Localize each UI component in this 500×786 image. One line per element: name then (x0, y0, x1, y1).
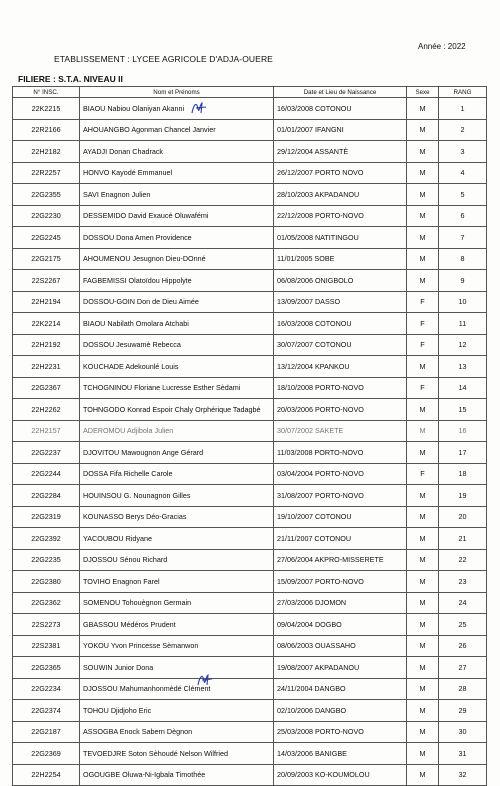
cell-sexe: M (407, 270, 439, 292)
cell-insc: 22K2215 (13, 98, 80, 120)
cell-insc: 22H2192 (13, 334, 80, 356)
col-header-insc: N° INSC. (13, 87, 80, 98)
table-row (13, 571, 487, 593)
table-row (13, 420, 487, 442)
cell-date: 08/06/2003 OUASSAHO (274, 635, 407, 657)
cell-rang: 15 (439, 399, 487, 421)
cell-date: 24/11/2004 DANGBO (274, 678, 407, 700)
cell-date: 01/01/2007 IFANGNI (274, 119, 407, 141)
cell-rang: 28 (439, 678, 487, 700)
cell-rang: 9 (439, 270, 487, 292)
cell-sexe: M (407, 528, 439, 550)
cell-date: 27/06/2004 AKPRO-MISSERETE (274, 549, 407, 571)
table-row (13, 485, 487, 507)
cell-insc: 22G2374 (13, 700, 80, 722)
table-row (13, 184, 487, 206)
cell-nom: TOHOU Djidjoho Eric (80, 700, 274, 722)
cell-rang: 10 (439, 291, 487, 313)
cell-nom: DOSSOU-GOIN Don de Dieu Aimée (80, 291, 274, 313)
cell-sexe: M (407, 399, 439, 421)
cell-sexe: M (407, 743, 439, 765)
cell-sexe: M (407, 764, 439, 786)
cell-sexe: M (407, 592, 439, 614)
cell-insc: 22H2254 (13, 764, 80, 786)
cell-nom: FAGBEMISSI Olatoïdou Hippolyte (80, 270, 274, 292)
cell-rang: 20 (439, 506, 487, 528)
cell-insc: 22G2319 (13, 506, 80, 528)
cell-nom: ASSOGBA Enock Sabern Dègnon (80, 721, 274, 743)
cell-sexe: M (407, 485, 439, 507)
cell-nom: BIAOU Nabiou Olaniyan Akanni (80, 98, 274, 120)
cell-sexe: M (407, 721, 439, 743)
cell-rang: 7 (439, 227, 487, 249)
cell-nom: YOKOU Yvon Princesse Sèmanwon (80, 635, 274, 657)
cell-nom: DJOSSOU Mahumanhonmèdé Clément (80, 678, 274, 700)
cell-nom: AYADJI Donan Chadrack (80, 141, 274, 163)
table-row (13, 592, 487, 614)
signature-mark (190, 100, 208, 116)
cell-nom: TEVOEDJRE Soton Sèhoudé Nelson Wilfried (80, 743, 274, 765)
cell-sexe: F (407, 377, 439, 399)
cell-insc: 22R2257 (13, 162, 80, 184)
col-header-nom: Nom et Prénoms (80, 87, 274, 98)
cell-rang: 22 (439, 549, 487, 571)
cell-date: 20/09/2003 KO-KOUMOLOU (274, 764, 407, 786)
cell-date: 06/08/2006 ONIGBOLO (274, 270, 407, 292)
table-row (13, 721, 487, 743)
cell-rang: 5 (439, 184, 487, 206)
table-row (13, 657, 487, 679)
table-row (13, 98, 487, 120)
cell-sexe: M (407, 678, 439, 700)
cell-nom: SOUWIN Junior Dona (80, 657, 274, 679)
cell-sexe: M (407, 205, 439, 227)
students-table (12, 86, 487, 786)
cell-date: 09/04/2004 DOGBO (274, 614, 407, 636)
cell-sexe: F (407, 313, 439, 335)
cell-insc: 22G2392 (13, 528, 80, 550)
col-header-sexe: Sexe (407, 87, 439, 98)
cell-rang: 2 (439, 119, 487, 141)
cell-sexe: M (407, 119, 439, 141)
cell-date: 22/12/2008 PORTO-NOVO (274, 205, 407, 227)
cell-date: 11/03/2008 PORTO-NOVO (274, 442, 407, 464)
cell-date: 31/08/2007 PORTO-NOVO (274, 485, 407, 507)
cell-nom: YACOUBOU Ridyane (80, 528, 274, 550)
cell-date: 19/08/2007 AKPADANOU (274, 657, 407, 679)
cell-insc: 22S2273 (13, 614, 80, 636)
cell-date: 18/10/2008 PORTO-NOVO (274, 377, 407, 399)
cell-insc: 22H2262 (13, 399, 80, 421)
cell-insc: 22S2267 (13, 270, 80, 292)
cell-rang: 17 (439, 442, 487, 464)
cell-date: 19/10/2007 COTONOU (274, 506, 407, 528)
cell-sexe: M (407, 657, 439, 679)
table-row (13, 678, 487, 700)
cell-date: 13/09/2007 DASSO (274, 291, 407, 313)
cell-sexe: M (407, 98, 439, 120)
table-row (13, 743, 487, 765)
table-row (13, 141, 487, 163)
cell-rang: 12 (439, 334, 487, 356)
cell-date: 16/03/2008 COTONOU (274, 98, 407, 120)
cell-sexe: M (407, 549, 439, 571)
year-label: Année : 2022 (418, 42, 466, 51)
table-row (13, 528, 487, 550)
cell-nom: SAVI Enagnon Julien (80, 184, 274, 206)
table-row (13, 227, 487, 249)
cell-insc: 22S2381 (13, 635, 80, 657)
cell-nom: TOHNGODO Konrad Espoir Chaly Orphérique Tadagbé (80, 399, 274, 421)
filiere-label: FILIERE : S.T.A. NIVEAU II (18, 74, 123, 84)
cell-insc: 22G2362 (13, 592, 80, 614)
cell-nom: DESSEMIDO David Exaucé Oluwafémi (80, 205, 274, 227)
cell-sexe: M (407, 614, 439, 636)
cell-insc: 22G2237 (13, 442, 80, 464)
cell-insc: 22G2235 (13, 549, 80, 571)
cell-insc: 22G2230 (13, 205, 80, 227)
table-row (13, 334, 487, 356)
cell-rang: 19 (439, 485, 487, 507)
cell-rang: 29 (439, 700, 487, 722)
cell-nom: KOUNASSO Berys Déo-Gracias (80, 506, 274, 528)
cell-nom: KOUCHADE Adekounlé Louis (80, 356, 274, 378)
cell-rang: 13 (439, 356, 487, 378)
cell-sexe: F (407, 334, 439, 356)
cell-insc: 22H2182 (13, 141, 80, 163)
cell-date: 28/10/2003 AKPADANOU (274, 184, 407, 206)
cell-date: 03/04/2004 PORTO-NOVO (274, 463, 407, 485)
cell-rang: 31 (439, 743, 487, 765)
cell-nom: AHOUMENOU Jesugnon Dieu-DOnné (80, 248, 274, 270)
col-header-rang: RANG (439, 87, 487, 98)
cell-nom: DJOSSOU Sénou Richard (80, 549, 274, 571)
cell-sexe: M (407, 184, 439, 206)
cell-nom: HONVO Kayodé Emmanuel (80, 162, 274, 184)
cell-rang: 1 (439, 98, 487, 120)
cell-nom: TCHOGNINOU Floriane Lucresse Esther Sèdami (80, 377, 274, 399)
cell-date: 16/03/2008 COTONOU (274, 313, 407, 335)
cell-rang: 27 (439, 657, 487, 679)
cell-insc: 22K2214 (13, 313, 80, 335)
table-row (13, 248, 487, 270)
cell-date: 01/05/2008 NATITINGOU (274, 227, 407, 249)
table-row (13, 205, 487, 227)
table-row (13, 463, 487, 485)
cell-sexe: F (407, 463, 439, 485)
cell-insc: 22G2284 (13, 485, 80, 507)
cell-rang: 26 (439, 635, 487, 657)
cell-sexe: M (407, 162, 439, 184)
cell-rang: 32 (439, 764, 487, 786)
cell-date: 20/03/2006 PORTO-NOVO (274, 399, 407, 421)
cell-nom: TOVIHO Enagnon Farel (80, 571, 274, 593)
cell-date: 25/03/2008 PORTO-NOVO (274, 721, 407, 743)
cell-sexe: M (407, 571, 439, 593)
cell-sexe: M (407, 700, 439, 722)
cell-sexe: M (407, 442, 439, 464)
cell-rang: 18 (439, 463, 487, 485)
cell-sexe: M (407, 248, 439, 270)
table-row (13, 162, 487, 184)
cell-insc: 22H2157 (13, 420, 80, 442)
table-row (13, 270, 487, 292)
table-row (13, 291, 487, 313)
cell-date: 02/10/2006 DANGBO (274, 700, 407, 722)
cell-insc: 22H2231 (13, 356, 80, 378)
cell-nom: DOSSOU Jesuwamè Rebecca (80, 334, 274, 356)
cell-date: 21/11/2007 COTONOU (274, 528, 407, 550)
col-header-date: Date et Lieu de Naissance (274, 87, 407, 98)
table-row (13, 442, 487, 464)
establishment-title: ETABLISSEMENT : LYCEE AGRICOLE D'ADJA-OUERE (54, 54, 273, 64)
cell-nom: AHOUANGBO Agonman Chancel Janvier (80, 119, 274, 141)
cell-insc: 22H2194 (13, 291, 80, 313)
table-row (13, 399, 487, 421)
cell-sexe: M (407, 635, 439, 657)
cell-insc: 22G2234 (13, 678, 80, 700)
table-row (13, 313, 487, 335)
cell-rang: 3 (439, 141, 487, 163)
cell-rang: 14 (439, 377, 487, 399)
table-row (13, 614, 487, 636)
cell-date: 30/07/2002 SAKETE (274, 420, 407, 442)
table-row (13, 700, 487, 722)
cell-nom: ADEROMOU Adjibola Julien (80, 420, 274, 442)
cell-sexe: M (407, 506, 439, 528)
cell-date: 30/07/2007 COTONOU (274, 334, 407, 356)
cell-nom: GBASSOU Médéros Prudent (80, 614, 274, 636)
cell-rang: 4 (439, 162, 487, 184)
table-header-row (13, 87, 487, 98)
cell-insc: 22G2365 (13, 657, 80, 679)
cell-sexe: M (407, 356, 439, 378)
cell-nom: HOUINSOU G. Nounagnon Gilles (80, 485, 274, 507)
cell-nom: OGOUGBE Oluwa-Ni-Igbala Timothée (80, 764, 274, 786)
cell-rang: 21 (439, 528, 487, 550)
cell-sexe: M (407, 141, 439, 163)
cell-date: 27/03/2006 DJOMON (274, 592, 407, 614)
cell-insc: 22G2355 (13, 184, 80, 206)
cell-nom: BIAOU Nabilath Omolara Atchabi (80, 313, 274, 335)
cell-rang: 23 (439, 571, 487, 593)
cell-date: 15/09/2007 PORTO-NOVO (274, 571, 407, 593)
cell-rang: 8 (439, 248, 487, 270)
cell-date: 29/12/2004 ASSANTÈ (274, 141, 407, 163)
table-row (13, 356, 487, 378)
cell-insc: 22G2175 (13, 248, 80, 270)
table-row (13, 549, 487, 571)
cell-insc: 22G2244 (13, 463, 80, 485)
cell-rang: 30 (439, 721, 487, 743)
cell-date: 14/03/2006 BANIGBE (274, 743, 407, 765)
cell-insc: 22R2166 (13, 119, 80, 141)
cell-insc: 22G2245 (13, 227, 80, 249)
cell-rang: 11 (439, 313, 487, 335)
cell-rang: 16 (439, 420, 487, 442)
cell-sexe: M (407, 420, 439, 442)
cell-insc: 22G2380 (13, 571, 80, 593)
cell-insc: 22G2367 (13, 377, 80, 399)
cell-rang: 24 (439, 592, 487, 614)
cell-rang: 6 (439, 205, 487, 227)
table-row (13, 635, 487, 657)
table-row (13, 764, 487, 786)
cell-insc: 22G2187 (13, 721, 80, 743)
cell-nom: DJOVITOU Mawougnon Ange Gérard (80, 442, 274, 464)
table-body (13, 98, 487, 786)
cell-rang: 25 (439, 614, 487, 636)
signature-mark (196, 672, 214, 688)
table-row (13, 119, 487, 141)
table-row (13, 506, 487, 528)
cell-sexe: M (407, 227, 439, 249)
cell-date: 26/12/2007 PORTO NOVO (274, 162, 407, 184)
cell-nom: DOSSOU Dona Amen Providence (80, 227, 274, 249)
table-row (13, 377, 487, 399)
cell-date: 13/12/2004 KPANKOU (274, 356, 407, 378)
cell-nom: DOSSA Fifa Richelle Carole (80, 463, 274, 485)
cell-date: 11/01/2005 SOBE (274, 248, 407, 270)
cell-insc: 22G2369 (13, 743, 80, 765)
cell-nom: SOMENOU Tohouègnon Germain (80, 592, 274, 614)
cell-sexe: F (407, 291, 439, 313)
